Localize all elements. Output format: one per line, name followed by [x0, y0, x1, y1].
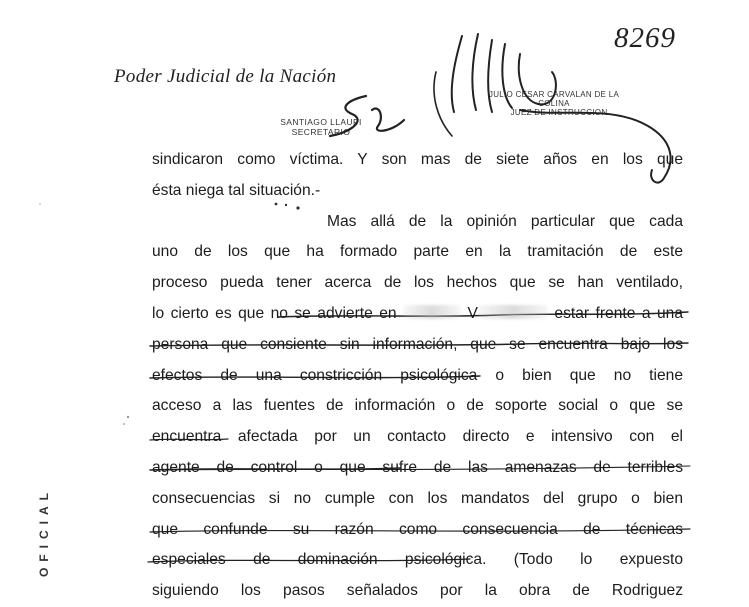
- body-line-9: acceso a las fuentes de información o de soporte social o que se: [152, 397, 683, 415]
- body-line-8: efectos de una constricción psicológica o bien que no tiene: [152, 366, 683, 384]
- body-text: [152, 145, 683, 607]
- body-line-redacted: [152, 299, 683, 330]
- body-line-12: consecuencias si no cumple con los mandatos del grupo o bien: [152, 489, 683, 507]
- secretary-name: SANTIAGO LLAUPI: [280, 117, 362, 127]
- body-line-15: siguiendo los pasos señalados por la obra de Rodriguez: [152, 582, 683, 600]
- secretary-title: SECRETARIO: [291, 127, 351, 137]
- body-line-10: encuentra afectada por un contacto directo e intensivo con el: [152, 428, 683, 446]
- redacted-initial: V: [467, 304, 478, 322]
- side-label-oficial: [34, 472, 54, 592]
- redacted-line-before: lo cierto es que no se advierte en: [152, 304, 397, 322]
- body-line-1: sindicaron como víctima. Y son mas de siete años en los que: [152, 151, 683, 168]
- body-line-14: especiales de dominación psicológica. (Todo lo expuesto: [152, 551, 683, 569]
- handwritten-page-number: 8269: [614, 22, 676, 54]
- body-line-5: proceso pueda tener acerca de los hechos que se han ventilado,: [152, 274, 683, 292]
- body-line-4: uno de los que ha formado parte en la tramitación de este: [152, 243, 683, 261]
- redacted-name-1: [403, 305, 461, 319]
- body-line-3: Mas allá de la opinión particular que cada: [327, 212, 683, 230]
- judge-title: JUEZ DE INSTRUCCION: [510, 108, 608, 117]
- judge-name: JULIO CESAR CARVALAN DE LA COLINA: [488, 90, 620, 108]
- letterhead: Poder Judicial de la Nación: [114, 66, 337, 87]
- judge-stamp: [474, 90, 634, 117]
- body-line-11: agente de control o que sufre de las amenazas de terribles: [152, 458, 683, 476]
- body-line-13: que confunde su razón como consecuencia de técnicas: [152, 520, 683, 538]
- secretary-stamp: [266, 117, 376, 137]
- side-label-text: OFICIAL: [37, 487, 51, 577]
- body-line-2: ésta niega tal situación.-: [152, 181, 321, 199]
- redacted-line-after: estar frente a una: [554, 304, 684, 322]
- redacted-name-2: [478, 305, 548, 319]
- body-line-7: persona que consiente sin información, que se encuentra bajo los: [152, 335, 683, 353]
